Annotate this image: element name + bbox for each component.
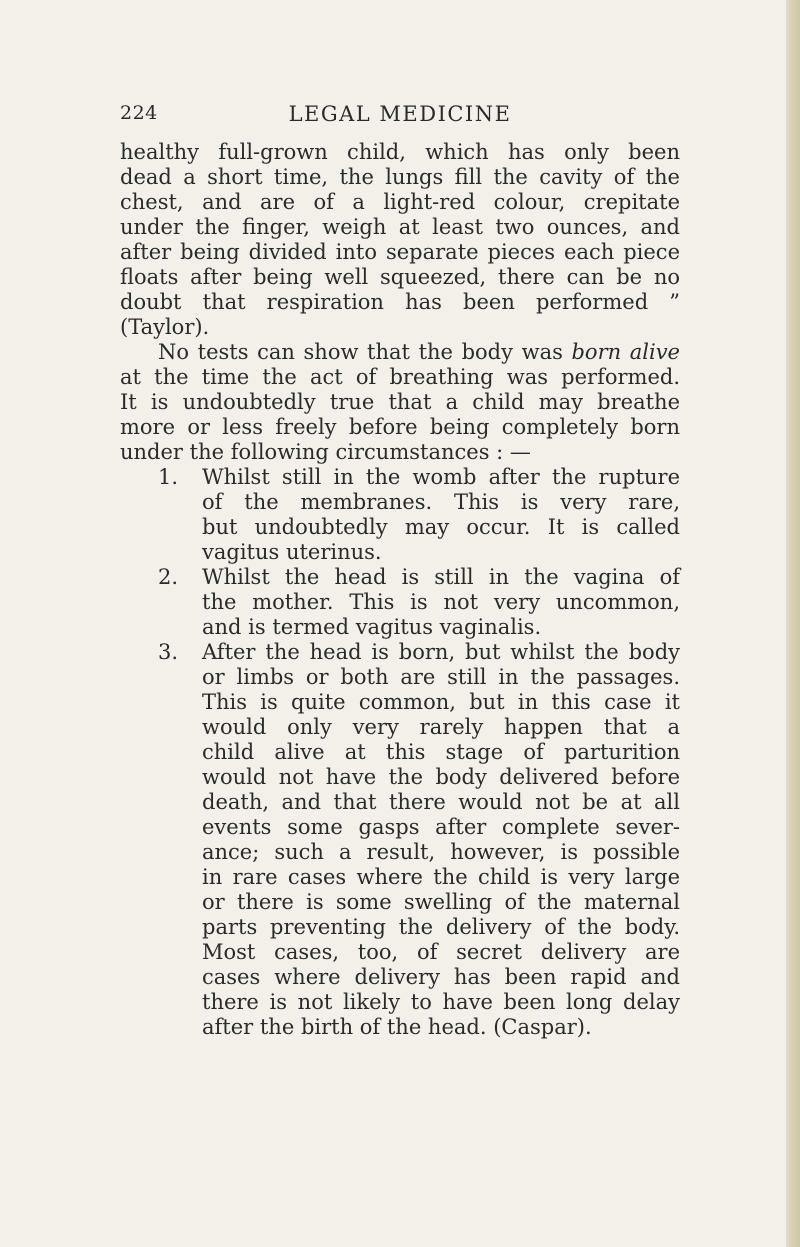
text-line: the mother. This is not very uncommon, xyxy=(202,590,680,614)
text-line: ance; such a result, however, is possible xyxy=(202,840,680,864)
text-line: would not have the body delivered before xyxy=(202,765,680,789)
text-line: child alive at this stage of parturition xyxy=(202,740,680,764)
text-line: chest, and are of a light-red colour, crepitate xyxy=(120,190,680,214)
list-item-first-line xyxy=(120,465,680,490)
page-header xyxy=(120,102,680,132)
list-item-2 xyxy=(120,565,680,640)
list-number: 3. xyxy=(158,640,179,664)
list-text: Whilst the head is still in the vagina of xyxy=(202,565,680,589)
text-line: but undoubtedly may occur. It is called xyxy=(202,515,680,539)
text-line: at the time the act of breathing was performed. xyxy=(120,365,680,389)
text-line: vagitus uterinus. xyxy=(202,540,382,564)
page-number: 224 xyxy=(120,102,158,124)
text-line: under the finger, weigh at least two ounces, and xyxy=(120,215,680,239)
paragraph-1 xyxy=(120,140,680,340)
text-line: of the membranes. This is very rare, xyxy=(202,490,680,514)
text-line: under the following circumstances : — xyxy=(120,440,531,464)
text-line xyxy=(120,340,680,365)
list-item-first-line xyxy=(120,640,680,665)
body-text xyxy=(120,140,680,1040)
text-line: healthy full-grown child, which has only been xyxy=(120,140,680,164)
list-number: 2. xyxy=(158,565,179,589)
list-number: 1. xyxy=(158,465,179,489)
text-line: or there is some swelling of the maternal xyxy=(202,890,680,914)
paragraph-2 xyxy=(120,340,680,465)
text-line: there is not likely to have been long delay xyxy=(202,990,680,1014)
text-line: floats after being well squeezed, there can be no xyxy=(120,265,680,289)
text-line: and is termed vagitus vaginalis. xyxy=(202,615,542,639)
running-title: LEGAL MEDICINE xyxy=(288,102,512,126)
text-line: parts preventing the delivery of the body. xyxy=(202,915,680,939)
italic-phrase: born alive xyxy=(571,340,680,364)
page-edge xyxy=(786,0,800,1247)
text-line: events some gasps after complete sever- xyxy=(202,815,680,839)
text-span: No tests can show that the body was xyxy=(158,340,572,364)
text-line: It is undoubtedly true that a child may breathe xyxy=(120,390,680,414)
text-line: cases where delivery has been rapid and xyxy=(202,965,680,989)
text-line: Most cases, too, of secret delivery are xyxy=(202,940,680,964)
text-line: or limbs or both are still in the passages. xyxy=(202,665,680,689)
text-line: more or less freely before being completely born xyxy=(120,415,680,439)
text-line: would only very rarely happen that a xyxy=(202,715,680,739)
list-item-3 xyxy=(120,640,680,1040)
text-line: (Taylor). xyxy=(120,315,210,339)
text-line: dead a short time, the lungs fill the cavity of the xyxy=(120,165,680,189)
text-line: after being divided into separate pieces each piece xyxy=(120,240,680,264)
list-text: Whilst still in the womb after the rupture xyxy=(202,465,680,489)
text-line: after the birth of the head. (Caspar). xyxy=(202,1015,592,1039)
list-item-first-line xyxy=(120,565,680,590)
text-line: This is quite common, but in this case it xyxy=(202,690,680,714)
list-text: After the head is born, but whilst the body xyxy=(202,640,680,664)
list-item-1 xyxy=(120,465,680,565)
text-line: doubt that respiration has been performed ” xyxy=(120,290,680,314)
text-line: death, and that there would not be at all xyxy=(202,790,680,814)
text-line: in rare cases where the child is very large xyxy=(202,865,680,889)
